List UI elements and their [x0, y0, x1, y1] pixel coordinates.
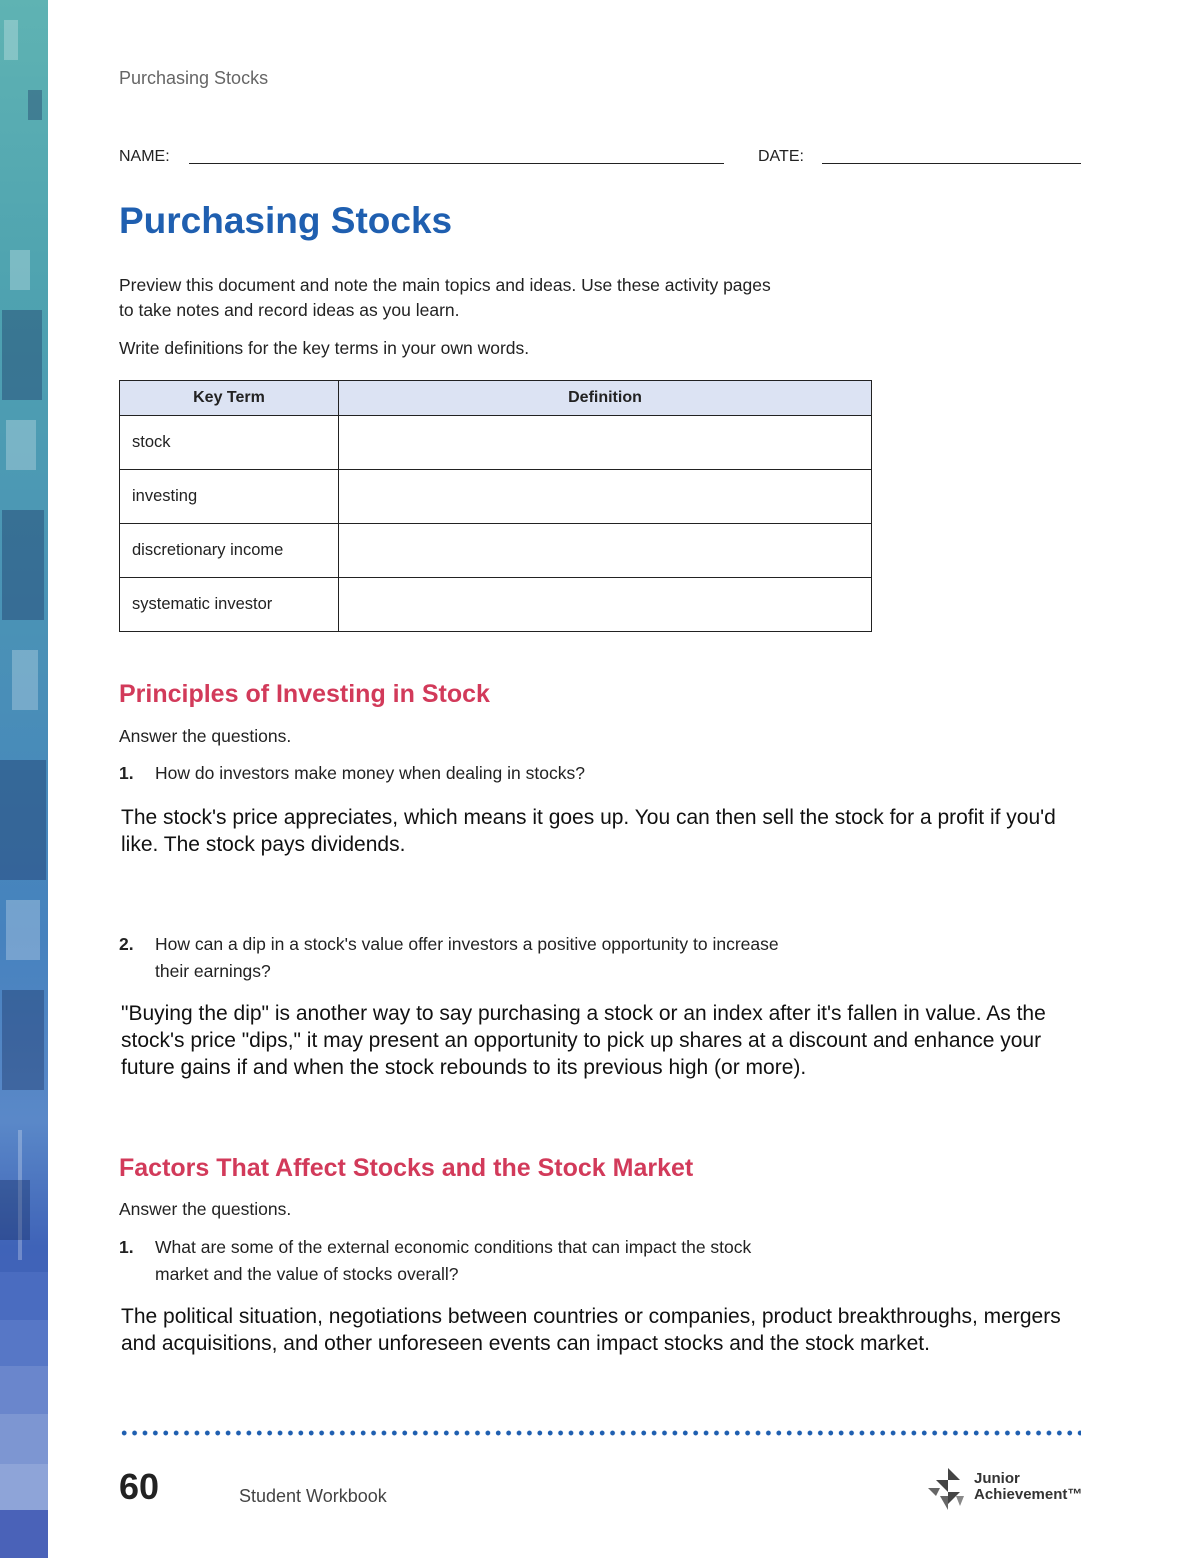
section1-answer-2[interactable]: "Buying the dip" is another way to say purchasing a stock or an index after it's fallen in value. As the stock's price "dips," it may present an opportunity to pick up shares at a discount and enhance your future gains if and when the stock rebounds to its previous high (or more).	[121, 1002, 1046, 1079]
logo-wordmark	[974, 1471, 1082, 1503]
page-title: Purchasing Stocks	[119, 200, 453, 241]
section2-instruction: Answer the questions.	[119, 1199, 292, 1219]
intro-line-1: Preview this document and note the main topics and ideas. Use these activity pages	[119, 275, 771, 295]
section2-question-1	[119, 1234, 751, 1288]
question-number: 2.	[119, 934, 134, 954]
section1-question-2	[119, 931, 779, 985]
section-heading-principles: Principles of Investing in Stock	[119, 680, 490, 708]
section2-answer-1[interactable]: The political situation, negotiations between countries or companies, product breakthroughs, mergers and acquisitions, and other unforeseen events can impact stocks and the stock market.	[121, 1305, 1061, 1355]
key-term-cell: systematic investor	[120, 578, 339, 632]
table-row	[120, 470, 872, 524]
table-row	[120, 578, 872, 632]
section1-instruction: Answer the questions.	[119, 726, 292, 746]
question-text-line-2: market and the value of stocks overall?	[155, 1264, 459, 1284]
name-label: NAME:	[119, 148, 170, 165]
question-number: 1.	[119, 763, 134, 783]
table-instruction: Write definitions for the key terms in your own words.	[119, 338, 530, 358]
definition-cell[interactable]	[339, 578, 872, 632]
table-row	[120, 524, 872, 578]
dotted-divider	[119, 1428, 1081, 1438]
junior-achievement-logo	[926, 1466, 1086, 1512]
column-header-definition: Definition	[339, 381, 872, 416]
question-text-line-1: What are some of the external economic conditions that can impact the stock	[155, 1237, 752, 1257]
logo-line-1: Junior	[974, 1470, 1020, 1487]
ja-logo-icon	[926, 1466, 970, 1512]
question-text-line-1: How can a dip in a stock's value offer investors a positive opportunity to increase	[155, 934, 779, 954]
section1-answer-1[interactable]: The stock's price appreciates, which means it goes up. You can then sell the stock for a profit if you'd like. The stock pays dividends.	[121, 806, 1056, 856]
section1-question-1	[119, 760, 585, 787]
definition-cell[interactable]	[339, 470, 872, 524]
page-number: 60	[119, 1466, 160, 1507]
name-field-line[interactable]	[189, 163, 724, 164]
intro-line-2: to take notes and record ideas as you learn.	[119, 300, 460, 320]
key-terms-table	[119, 380, 872, 632]
running-header-title: Purchasing Stocks	[119, 68, 269, 88]
table-row	[120, 416, 872, 470]
decorative-side-illustration	[0, 0, 48, 1558]
question-text-line-2: their earnings?	[155, 961, 271, 981]
definition-cell[interactable]	[339, 416, 872, 470]
footer-label: Student Workbook	[239, 1486, 387, 1506]
date-label: DATE:	[758, 148, 804, 165]
column-header-key-term: Key Term	[120, 381, 339, 416]
date-field-line[interactable]	[822, 163, 1081, 164]
section-heading-factors: Factors That Affect Stocks and the Stock Market	[119, 1154, 694, 1182]
key-term-cell: discretionary income	[120, 524, 339, 578]
logo-line-2: Achievement™	[974, 1486, 1083, 1503]
question-text: How do investors make money when dealing in stocks?	[155, 763, 585, 783]
question-number: 1.	[119, 1237, 134, 1257]
definition-cell[interactable]	[339, 524, 872, 578]
key-term-cell: investing	[120, 470, 339, 524]
key-term-cell: stock	[120, 416, 339, 470]
